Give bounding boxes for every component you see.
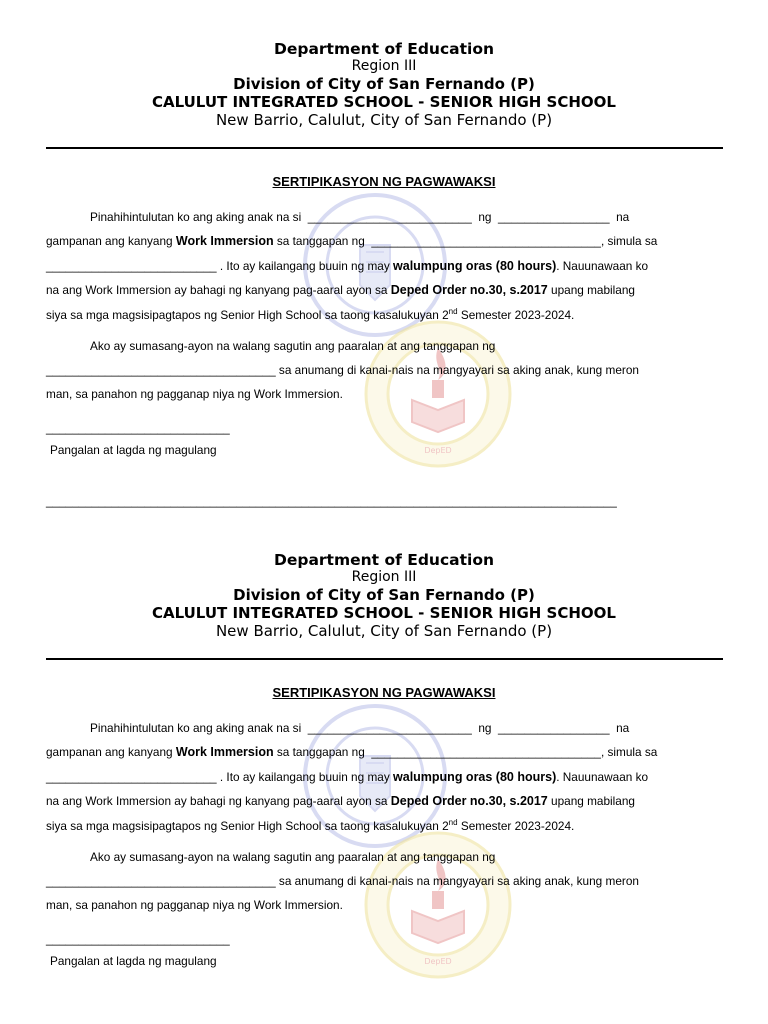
grade-section-blank[interactable]: _________________	[498, 210, 610, 224]
school-name: CALULUT INTEGRATED SCHOOL - SENIOR HIGH SCHOOL	[151, 604, 616, 622]
paragraph-2-line-2: ___________________________________ sa anumang di kanai-nais na mangyayari sa aking anak, kung meron	[46, 363, 639, 377]
department-name: Department of Education	[273, 551, 495, 569]
school-name: CALULUT INTEGRATED SCHOOL - SENIOR HIGH SCHOOL	[151, 93, 616, 111]
start-date-blank[interactable]: __________________________	[46, 770, 217, 784]
child-name-blank[interactable]: _________________________	[307, 721, 472, 735]
paragraph-1-line-4: na ang Work Immersion ay bahagi ng kanyang pag-aaral ayon sa Deped Order no.30, s.2017 upang mabilang	[46, 794, 635, 808]
paragraph-1-line-2: gampanan ang kanyang Work Immersion sa tanggapan ng ___________________________________, simula sa	[46, 234, 658, 248]
letterhead	[0, 40, 768, 129]
certificate-section-1	[0, 0, 768, 508]
paragraph-1-line-5: siya sa mga magsisipagtapos ng Senior High School sa taong kasalukuyan 2nd Semester 2023-2024.	[46, 818, 575, 833]
office-blank[interactable]: ___________________________________	[371, 234, 601, 248]
certificate-section-2	[0, 511, 768, 1011]
paragraph-1-line-1: Pinahihintulutan ko ang aking anak na si _________________________ ng _________________ na	[90, 210, 630, 224]
region-name: Region III	[351, 569, 417, 585]
certificate-title: SERTIPIKASYON NG PAGWAWAKSI	[272, 174, 496, 189]
office-blank[interactable]: ___________________________________	[371, 745, 601, 759]
start-date-blank[interactable]: __________________________	[46, 259, 217, 273]
paragraph-1-line-2: gampanan ang kanyang Work Immersion sa tanggapan ng ___________________________________, simula sa	[46, 745, 658, 759]
paragraph-1-line-4: na ang Work Immersion ay bahagi ng kanyang pag-aaral ayon sa Deped Order no.30, s.2017 upang mabilang	[46, 283, 635, 297]
header-divider	[46, 147, 723, 149]
school-address: New Barrio, Calulut, City of San Fernando (P)	[215, 111, 553, 129]
cut-line: _______________________________________________________________________________________	[46, 494, 617, 508]
parent-signature-label: Pangalan at lagda ng magulang	[50, 443, 217, 457]
paragraph-1-line-3: __________________________ . Ito ay kailangang buuin ng may walumpung oras (80 hours). Nauunawaan ko	[46, 259, 649, 273]
parent-signature-blank[interactable]: ____________________________	[46, 421, 230, 435]
paragraph-2-line-3: man, sa panahon ng pagganap niya ng Work Immersion.	[46, 898, 343, 912]
division-name: Division of City of San Fernando (P)	[233, 75, 535, 93]
department-name: Department of Education	[273, 40, 495, 58]
school-address: New Barrio, Calulut, City of San Fernando (P)	[215, 622, 553, 640]
parent-signature-blank[interactable]: ____________________________	[46, 932, 230, 946]
child-name-blank[interactable]: _________________________	[307, 210, 472, 224]
svg-text:DepED: DepED	[424, 446, 452, 455]
division-name: Division of City of San Fernando (P)	[233, 586, 535, 604]
paragraph-1-line-1: Pinahihintulutan ko ang aking anak na si _________________________ ng _________________ na	[90, 721, 630, 735]
letterhead	[0, 551, 768, 640]
office-name-blank[interactable]: ___________________________________	[46, 363, 276, 377]
paragraph-2-line-2: ___________________________________ sa anumang di kanai-nais na mangyayari sa aking anak, kung meron	[46, 874, 639, 888]
paragraph-1-line-3: __________________________ . Ito ay kailangang buuin ng may walumpung oras (80 hours). Nauunawaan ko	[46, 770, 649, 784]
svg-text:DepED: DepED	[424, 957, 452, 966]
paragraph-2-line-1: Ako ay sumasang-ayon na walang sagutin ang paaralan at ang tanggapan ng	[90, 339, 496, 353]
grade-section-blank[interactable]: _________________	[498, 721, 610, 735]
office-name-blank[interactable]: ___________________________________	[46, 874, 276, 888]
region-name: Region III	[351, 58, 417, 74]
certificate-title: SERTIPIKASYON NG PAGWAWAKSI	[272, 685, 496, 700]
header-divider	[46, 658, 723, 660]
paragraph-1-line-5: siya sa mga magsisipagtapos ng Senior High School sa taong kasalukuyan 2nd Semester 2023-2024.	[46, 307, 575, 322]
paragraph-2-line-3: man, sa panahon ng pagganap niya ng Work Immersion.	[46, 387, 343, 401]
parent-signature-label: Pangalan at lagda ng magulang	[50, 954, 217, 968]
paragraph-2-line-1: Ako ay sumasang-ayon na walang sagutin ang paaralan at ang tanggapan ng	[90, 850, 496, 864]
